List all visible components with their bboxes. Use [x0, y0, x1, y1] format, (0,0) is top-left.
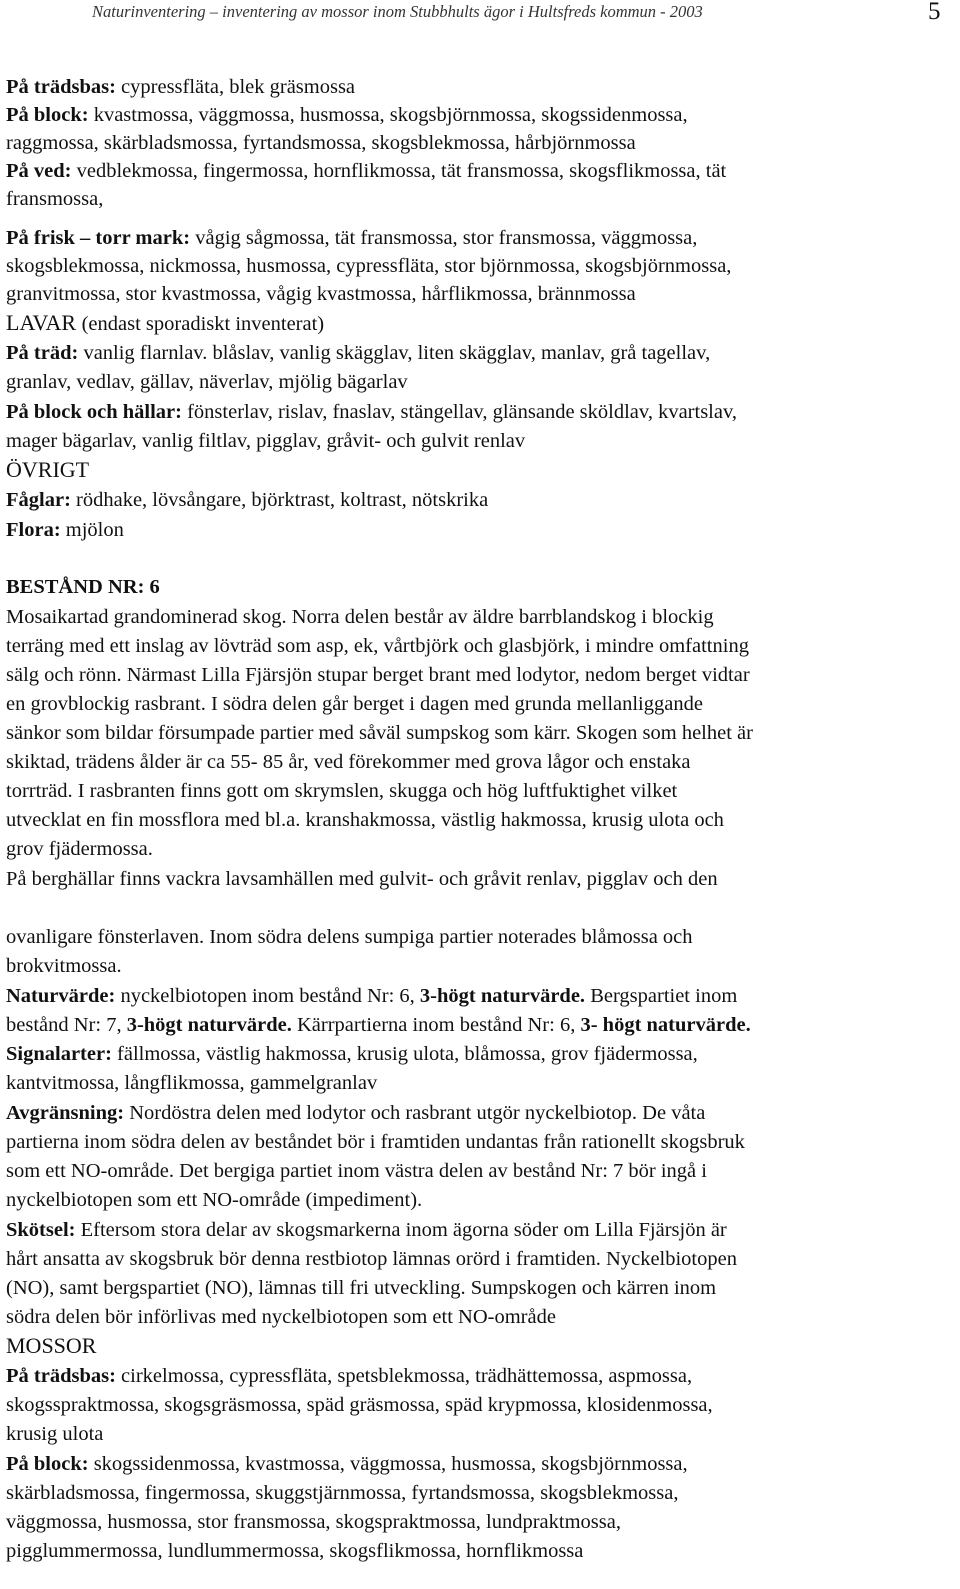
text-line — [6, 1011, 751, 1039]
text-line — [6, 101, 688, 129]
text-run: skiktad, trädens ålder är ca 55- 85 år, ved förekommer med grova lågor och enstaka — [6, 751, 691, 773]
text-line — [6, 1420, 103, 1448]
text-run: sälg och rönn. Närmast Lilla Fjärsjön stupar berget brant med lodytor, nedom berget vidtar — [6, 664, 750, 686]
text-run: Bergspartiet inom — [585, 985, 738, 1007]
text-line — [6, 339, 710, 367]
text-line — [6, 806, 724, 834]
text-line — [6, 1508, 621, 1536]
text-run: vedblekmossa, fingermossa, hornflikmossa, tät fransmossa, skogsflikmossa, tät — [76, 160, 727, 182]
text-line — [6, 661, 750, 689]
bold-label: På block: — [6, 1453, 94, 1475]
text-run: Nordöstra delen med lodytor och rasbrant utgör nyckelbiotop. De våta — [129, 1102, 706, 1124]
text-run: hårt ansatta av skogsbruk bör denna restbiotop lämnas orörd i framtiden. Nyckelbiotopen — [6, 1248, 737, 1270]
text-line — [6, 1186, 422, 1214]
text-run: granlav, vedlav, gällav, näverlav, mjölig bägarlav — [6, 371, 408, 393]
text-run: nyckelbiotopen inom bestånd Nr: 6, — [120, 985, 420, 1007]
bold-label: På trädsbas: — [6, 1365, 122, 1387]
text-line — [6, 835, 153, 863]
bold-label: 3- högt naturvärde. — [580, 1014, 751, 1036]
text-line — [6, 427, 525, 455]
bold-label: Flora: — [6, 519, 66, 541]
text-line — [6, 1245, 737, 1273]
text-line — [6, 982, 737, 1010]
text-line — [6, 129, 636, 157]
text-run: vanlig flarnlav. blåslav, vanlig skägglav, liten skägglav, manlav, grå tagellav, — [83, 342, 711, 364]
text-line — [6, 1362, 692, 1390]
text-run: fönsterlav, rislav, fnaslav, stängellav, glänsande sköldlav, kvartslav, — [187, 401, 738, 423]
text-run: Eftersom stora delar av skogsmarkerna inom ägorna söder om Lilla Fjärsjön är — [80, 1219, 727, 1241]
text-run: nyckelbiotopen som ett NO-område (impediment). — [6, 1189, 423, 1211]
text-run: granvitmossa, stor kvastmossa, vågig kvastmossa, hårflikmossa, brännmossa — [6, 283, 636, 305]
text-run: sänkor som bildar försumpade partier med såväl sumpskog som kärr. Skogen som helhet är — [6, 722, 753, 744]
text-line — [6, 486, 488, 514]
bold-label: På ved: — [6, 160, 77, 182]
text-line — [6, 1069, 377, 1097]
text-run: raggmossa, skärbladsmossa, fyrtandsmossa, skogsblekmossa, hårbjörnmossa — [6, 132, 636, 154]
text-line — [6, 73, 355, 101]
text-run: som ett NO-område. Det bergiga partiet inom västra delen av bestånd Nr: 7 bör ingå i — [6, 1160, 707, 1182]
bold-label: På frisk – torr mark: — [6, 227, 196, 249]
text-run: (endast sporadiskt inventerat) — [81, 313, 325, 335]
text-run: kvastmossa, väggmossa, husmossa, skogsbjörnmossa, skogssidenmossa, — [93, 104, 688, 126]
text-line — [6, 224, 697, 252]
text-run: mjölon — [65, 519, 124, 541]
text-run: krusig ulota — [6, 1423, 104, 1445]
text-run: kantvitmossa, långflikmossa, gammelgranlav — [6, 1072, 378, 1094]
text-run: väggmossa, husmossa, stor fransmossa, skogspraktmossa, lundpraktmossa, — [6, 1511, 621, 1533]
bold-label: Skötsel: — [6, 1219, 81, 1241]
text-line — [6, 456, 89, 485]
text-run: cirkelmossa, cypressfläta, spetsblekmossa, trädhättemossa, aspmossa, — [121, 1365, 693, 1387]
text-line — [6, 1040, 698, 1068]
text-run: Kärrpartierna inom bestånd Nr: 6, — [291, 1014, 581, 1036]
text-line — [6, 1128, 745, 1156]
text-line — [6, 690, 703, 718]
text-line — [6, 1157, 707, 1185]
text-line — [6, 1332, 96, 1361]
text-run: ovanligare fönsterlaven. Inom södra delens sumpiga partier noterades blåmossa och — [6, 926, 693, 948]
text-run: På berghällar finns vackra lavsamhällen med gulvit- och gråvit renlav, pigglav och den — [6, 868, 718, 890]
text-run: mager bägarlav, vanlig filtlav, pigglav, gråvit- och gulvit renlav — [6, 430, 526, 452]
text-run: grov fjädermossa. — [6, 838, 153, 860]
text-line — [6, 748, 691, 776]
bold-label: Avgränsning: — [6, 1102, 130, 1124]
bold-label: Naturvärde: — [6, 985, 121, 1007]
text-line — [6, 865, 718, 893]
text-run: skogsspraktmossa, skogsgräsmossa, späd gräsmossa, späd krypmossa, klosidenmossa, — [6, 1394, 713, 1416]
text-run: terräng med ett inslag av lövträd som asp, ek, vårtbjörk och glasbjörk, i mindre omfattning — [6, 635, 749, 657]
text-run: skogsblekmossa, nickmossa, husmossa, cypressfläta, stor björnmossa, skogsbjörnmossa, — [6, 255, 732, 277]
text-line — [6, 516, 124, 544]
page-number: 5 — [928, 0, 941, 25]
text-run: fällmossa, västlig hakmossa, krusig ulota, blåmossa, grov fjädermossa, — [117, 1043, 698, 1065]
text-run: Mosaikartad grandominerad skog. Norra delen består av äldre barrblandskog i blockig — [6, 606, 714, 628]
text-run: bestånd Nr: 7, — [6, 1014, 127, 1036]
text-line — [6, 1099, 705, 1127]
text-run: utvecklat en fin mossflora med bl.a. kranshakmossa, västlig hakmossa, krusig ulota och — [6, 809, 724, 831]
text-run: partierna inom södra delen av beståndet bör i framtiden undantas från rationellt skogsbruk — [6, 1131, 745, 1153]
text-run: brokvitmossa. — [6, 955, 122, 977]
bold-label: På trädsbas: — [6, 76, 122, 98]
bold-label: Signalarter: — [6, 1043, 118, 1065]
text-run: fransmossa, — [6, 188, 104, 210]
text-line — [6, 368, 408, 396]
bold-label: På block och hällar: — [6, 401, 188, 423]
text-line — [6, 398, 737, 426]
section-heading: LAVAR — [6, 310, 82, 335]
text-line — [6, 1479, 678, 1507]
text-line — [6, 157, 726, 185]
bold-label: BESTÅND NR: 6 — [6, 576, 160, 598]
text-line — [6, 632, 749, 660]
text-run: vågig sågmossa, tät fransmossa, stor fransmossa, väggmossa, — [195, 227, 698, 249]
bold-label: På träd: — [6, 342, 84, 364]
text-line — [6, 1303, 556, 1331]
text-run: södra delen bör införlivas med nyckelbiotopen som ett NO-område — [6, 1306, 556, 1328]
text-line — [6, 280, 636, 308]
text-run: rödhake, lövsångare, björktrast, koltrast, nötskrika — [76, 489, 489, 511]
section-heading: MOSSOR — [6, 1333, 97, 1358]
text-line — [6, 185, 103, 213]
text-run: (NO), samt bergspartiet (NO), lämnas till fri utveckling. Sumpskogen och kärren inom — [6, 1277, 717, 1299]
bold-label: Fåglar: — [6, 489, 77, 511]
bold-label: 3-högt naturvärde. — [419, 985, 586, 1007]
text-line — [6, 1274, 716, 1302]
text-line — [6, 1537, 583, 1565]
text-run: torrträd. I rasbranten finns gott om skrymslen, skugga och hög luftfuktighet vilket — [6, 780, 678, 802]
text-run: skärbladsmossa, fingermossa, skuggstjärnmossa, fyrtandsmossa, skogsblekmossa, — [6, 1482, 679, 1504]
text-line — [6, 952, 122, 980]
text-line — [6, 603, 714, 631]
text-line — [6, 309, 324, 338]
text-run: cypressfläta, blek gräsmossa — [121, 76, 356, 98]
running-header: Naturinventering – inventering av mossor inom Stubbhults ägor i Hultsfreds kommun - 2003 — [92, 2, 703, 21]
bold-label: På block: — [6, 104, 94, 126]
bold-label: 3-högt naturvärde. — [126, 1014, 292, 1036]
text-run: en grovblockig rasbrant. I södra delen går berget i dagen med grunda mellanliggande — [6, 693, 703, 715]
text-line — [6, 923, 693, 951]
text-line — [6, 719, 753, 747]
text-line — [6, 1216, 727, 1244]
text-line — [6, 1450, 688, 1478]
text-run: skogssidenmossa, kvastmossa, väggmossa, husmossa, skogsbjörnmossa, — [93, 1453, 688, 1475]
section-heading: ÖVRIGT — [6, 457, 90, 482]
text-line — [6, 573, 160, 601]
text-line — [6, 777, 677, 805]
text-line — [6, 1391, 713, 1419]
text-line — [6, 252, 731, 280]
text-run: pigglummermossa, lundlummermossa, skogsflikmossa, hornflikmossa — [6, 1540, 584, 1562]
